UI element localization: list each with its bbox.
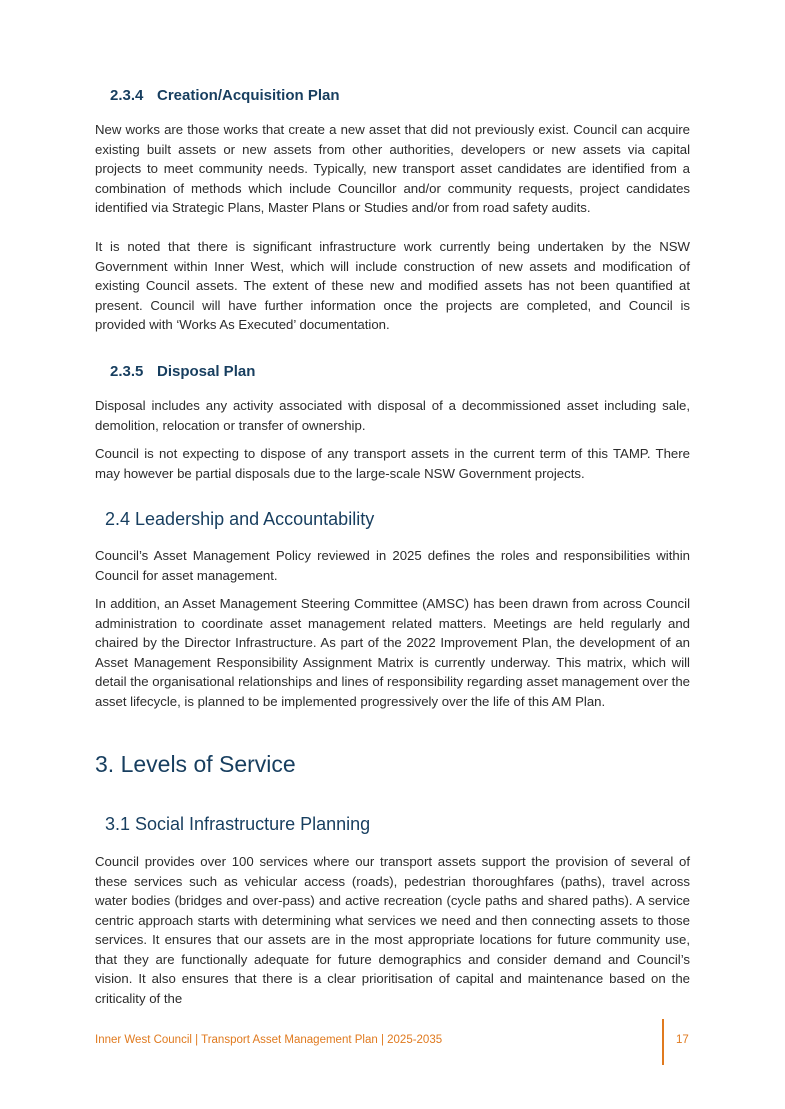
paragraph-disposal-definition: Disposal includes any activity associated with disposal of a decommissioned asset including sale, demolition, relocation or transfer of ownership.	[95, 398, 690, 433]
heading-2-3-4	[110, 87, 340, 104]
paragraph-amsc: In addition, an Asset Management Steering Committee (AMSC) has been drawn from across Council administration to coordinate asset management related matters. Meetings are held regularly and chaired by the Director Infrastructure. As part of the 2022 Improvement Plan, the development of an Asset Management Responsibility Assignment Matrix is currently underway. This matrix, which will detail the organisational relationships and lines of responsibility regarding asset management over the asset lifecycle, is planned to be implemented progressively over the life of this AM Plan.	[95, 596, 690, 709]
heading-text: Creation/Acquisition Plan	[157, 87, 340, 104]
paragraph-nsw-infrastructure: It is noted that there is significant infrastructure work currently being undertaken by the NSW Government within Inner West, which will include construction of new assets and modification of existing Council assets. The extent of these new and modified assets has not been quantified at present. Council will have further information once the projects are completed, and Council is provided with ‘Works As Executed’ documentation.	[95, 239, 690, 332]
paragraph-services: Council provides over 100 services where our transport assets support the provision of several of these services such as vehicular access (roads), pedestrian thoroughfares (paths), travel across water bodies (bridges and over-pass) and active recreation (cycle paths and shared paths). A service centric approach starts with determining what services we need and then connecting assets to those services. It ensures that our assets are in the most appropriate locations for future community use, that they are functionally adequate for future demographics and consider demand and Council’s vision. It also ensures that there is a clear prioritisation of capital and maintenance based on the criticality of the	[95, 854, 690, 1006]
paragraph-am-policy: Council’s Asset Management Policy reviewed in 2025 defines the roles and responsibilities within Council for asset management.	[95, 548, 690, 583]
heading-2-4: 2.4 Leadership and Accountability	[105, 509, 375, 529]
heading-number: 2.3.4	[110, 87, 144, 104]
footer-document-title: Inner West Council | Transport Asset Management Plan | 2025-2035	[95, 1034, 443, 1046]
heading-3-1: 3.1 Social Infrastructure Planning	[105, 814, 371, 834]
paragraph-disposal-expectation: Council is not expecting to dispose of any transport assets in the current term of this TAMP. There may however be partial disposals due to the large-scale NSW Government projects.	[95, 446, 690, 481]
paragraph-new-works: New works are those works that create a new asset that did not previously exist. Council can acquire existing built assets or new assets from other authorities, developers or new assets via capital projects to meet community needs. Typically, new transport asset candidates are identified from a combination of methods which include Councillor and/or community requests, project candidates identified via Strategic Plans, Master Plans or Studies and/or from road safety audits.	[95, 122, 690, 215]
footer-divider	[662, 1019, 664, 1065]
heading-text: Disposal Plan	[157, 363, 256, 380]
heading-2-3-5	[110, 363, 255, 380]
heading-chapter-3: 3. Levels of Service	[95, 751, 296, 777]
page-number: 17	[676, 1034, 689, 1046]
heading-number: 2.3.5	[110, 363, 144, 380]
